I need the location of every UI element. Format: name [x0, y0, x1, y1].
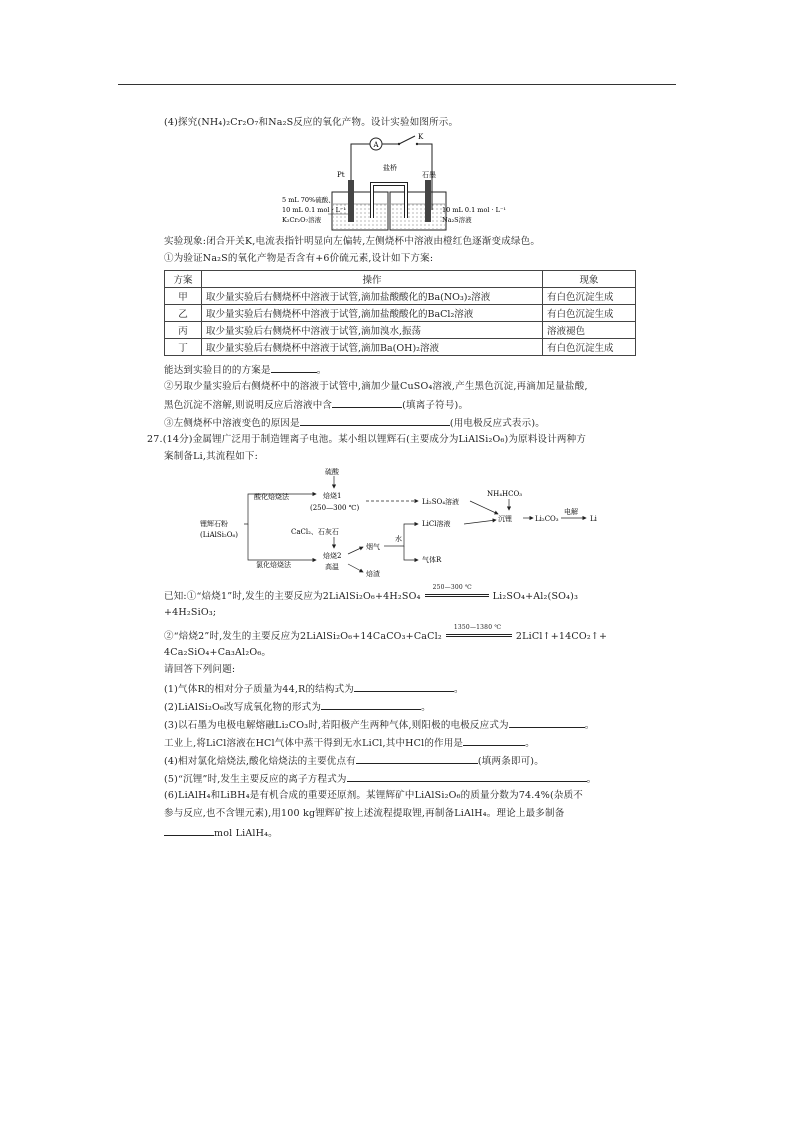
table-header-row	[165, 271, 636, 288]
flow-water: 水	[395, 535, 402, 543]
table-row	[165, 322, 636, 339]
process-flow-chart	[198, 464, 618, 584]
table-cell: 甲	[165, 288, 202, 305]
table-row	[165, 288, 636, 305]
can-reach-line: 能达到实验目的的方案是 。	[164, 362, 326, 377]
answer-blank[interactable]	[300, 415, 450, 426]
table-cell: 有白色沉淀生成	[543, 288, 636, 305]
q4-sub3: ③左侧烧杯中溶液变色的原因是 (用电极反应式表示)。	[164, 415, 545, 430]
flow-roast1: 焙烧1	[323, 492, 342, 500]
answer-blank[interactable]	[463, 735, 525, 746]
known2-cont: 4Ca₂SiO₄+Ca₃Al₂O₆。	[164, 647, 272, 658]
flow-acid-method: 酸化焙烧法	[254, 493, 289, 501]
flow-licl: LiCl溶液	[422, 520, 451, 528]
flow-roast2: 焙烧2	[323, 552, 342, 560]
table-row	[165, 339, 636, 356]
q4-sub2-line2: 黑色沉淀不溶解,则说明反应后溶液中含 (填离子符号)。	[164, 397, 468, 412]
q4-sub2-line1: ②另取少量实验后右侧烧杯中的溶液于试管中,滴加少量CuSO₄溶液,产生黑色沉淀,再滴加足量盐酸,	[164, 381, 588, 392]
header-rule	[118, 84, 676, 85]
answer-blank[interactable]	[354, 681, 454, 692]
ammeter-label: A	[373, 141, 379, 149]
q27-p6-line2: 参与反应,也不含锂元素),用100 kg锂辉矿按上述流程提取锂,再制备LiAlH₄。理论上最多制备	[164, 808, 565, 819]
table-cell: 乙	[165, 305, 202, 322]
known1-cont: +4H₂SiO₃;	[164, 607, 217, 618]
flow-li2co3: Li₂CO₃	[535, 515, 559, 523]
flow-ore: 锂辉石粉	[200, 520, 228, 528]
flow-nh4hco3: NH₄HCO₃	[487, 490, 523, 498]
q4-sub1: ①为验证Na₂S的氧化产物是否含有+6价硫元素,设计如下方案:	[164, 253, 434, 264]
flow-high-temp: 高温	[325, 563, 339, 571]
answer-blank[interactable]	[321, 699, 421, 710]
table-cell: 取少量实验后右侧烧杯中溶液于试管,滴加盐酸酸化的Ba(NO₃)₂溶液	[202, 288, 543, 305]
left-solution-1: 5 mL 70%硫酸、	[282, 196, 335, 204]
table-cell: 丙	[165, 322, 202, 339]
table-header: 方案	[165, 271, 202, 288]
flow-slag: 焙渣	[366, 570, 380, 578]
flow-li2so4: Li₂SO₄溶液	[422, 498, 460, 506]
flow-fume: 烟气	[366, 543, 380, 551]
switch-label: K	[418, 133, 424, 141]
known2-line: ②“焙烧2”时,发生的主要反应为2LiAlSi₂O₆+14CaCO₃+CaCl₂ 1350—1380 ℃ 2LiCl↑+14CO₂↑+	[164, 629, 607, 643]
answer-blank[interactable]	[509, 717, 585, 728]
q27-p2: (2)LiAlSi₂O₆改写成氧化物的形式为 。	[164, 699, 431, 714]
flow-li: Li	[590, 515, 597, 523]
table-cell: 丁	[165, 339, 202, 356]
answer-blank[interactable]	[356, 753, 478, 764]
salt-bridge-label: 盐桥	[383, 164, 397, 172]
q4-intro: (4)探究(NH₄)₂Cr₂O₇和Na₂S反应的氧化产物。设计实验如图所示。	[164, 117, 459, 128]
flow-gas-r: 气体R	[422, 556, 442, 564]
q27-head1: 27.(14分)金属锂广泛用于制造锂离子电池。某小组以锂辉石(主要成分为LiAlSi₂O₆)为原料设计两种方	[147, 434, 587, 445]
flow-reagents: CaCl₂、石灰石	[291, 528, 339, 536]
answer-blank[interactable]	[347, 771, 587, 782]
known2-condition: 1350—1380 ℃	[453, 624, 502, 631]
flow-precip: 沉锂	[498, 515, 512, 523]
right-solution-1: 10 mL 0.1 mol · L⁻¹	[442, 206, 506, 214]
scheme-table	[164, 270, 636, 356]
table-cell: 有白色沉淀生成	[543, 305, 636, 322]
q27-p5: (5)“沉锂”时,发生主要反应的离子方程式为 。	[164, 771, 596, 786]
table-cell: 取少量实验后右侧烧杯中溶液于试管,滴加溴水,振荡	[202, 322, 543, 339]
answer-blank[interactable]	[164, 825, 214, 836]
answer-blank[interactable]	[332, 397, 402, 408]
electrochemical-cell-diagram	[280, 132, 520, 234]
table-header: 操作	[202, 271, 543, 288]
q27-head2: 案制备Li,其流程如下:	[164, 451, 258, 462]
q27-p6-line3: mol LiAlH₄。	[164, 825, 278, 840]
q27-p3-cont: 工业上,将LiCl溶液在HCl气体中蒸干得到无水LiCl,其中HCl的作用是 。	[164, 735, 535, 750]
left-solution-3: K₂Cr₂O₇溶液	[282, 216, 322, 224]
q27-p1: (1)气体R的相对分子质量为44,R的结构式为 。	[164, 681, 464, 696]
table-cell: 取少量实验后右侧烧杯中溶液于试管,滴加盐酸酸化的BaCl₂溶液	[202, 305, 543, 322]
flow-ore-formula: (LiAlSi₂O₆)	[200, 531, 239, 539]
q4-phenomenon: 实验现象:闭合开关K,电流表指针明显向左偏转,左侧烧杯中溶液由橙红色逐渐变成绿色。	[164, 236, 541, 247]
flow-electrolysis: 电解	[564, 508, 578, 516]
flow-sulfuric-acid: 硫酸	[325, 468, 339, 476]
known1-line: 已知:①“焙烧1”时,发生的主要反应为2LiAlSi₂O₆+4H₂SO₄ 250—300 ℃ Li₂SO₄+Al₂(SO₄)₃	[164, 589, 578, 603]
answer-intro: 请回答下列问题:	[164, 664, 236, 675]
table-cell: 取少量实验后右侧烧杯中溶液于试管,滴加Ba(OH)₂溶液	[202, 339, 543, 356]
table-row	[165, 305, 636, 322]
right-solution-2: Na₂S溶液	[442, 216, 472, 224]
table-header: 现象	[543, 271, 636, 288]
q27-p4: (4)相对氯化焙烧法,酸化焙烧法的主要优点有 (填两条即可)。	[164, 753, 544, 768]
table-cell: 溶液褪色	[543, 322, 636, 339]
table-cell: 有白色沉淀生成	[543, 339, 636, 356]
left-solution-2: 10 mL 0.1 mol · L⁻¹	[282, 206, 346, 214]
flow-roast1-temp: (250—300 ℃)	[310, 504, 360, 512]
flow-chlorination: 氯化焙烧法	[256, 561, 291, 569]
q27-p6-line1: (6)LiAlH₄和LiBH₄是有机合成的重要还原剂。某锂辉矿中LiAlSi₂O₆的质量分数为74.4%(杂质不	[164, 790, 584, 801]
pt-label: Pt	[337, 171, 345, 179]
graphite-label: 石墨	[422, 171, 436, 179]
known1-condition: 250—300 ℃	[432, 584, 472, 591]
answer-blank[interactable]	[271, 362, 317, 373]
q27-p3: (3)以石墨为电极电解熔融Li₂CO₃时,若阳极产生两种气体,则阳极的电极反应式为 。	[164, 717, 594, 732]
